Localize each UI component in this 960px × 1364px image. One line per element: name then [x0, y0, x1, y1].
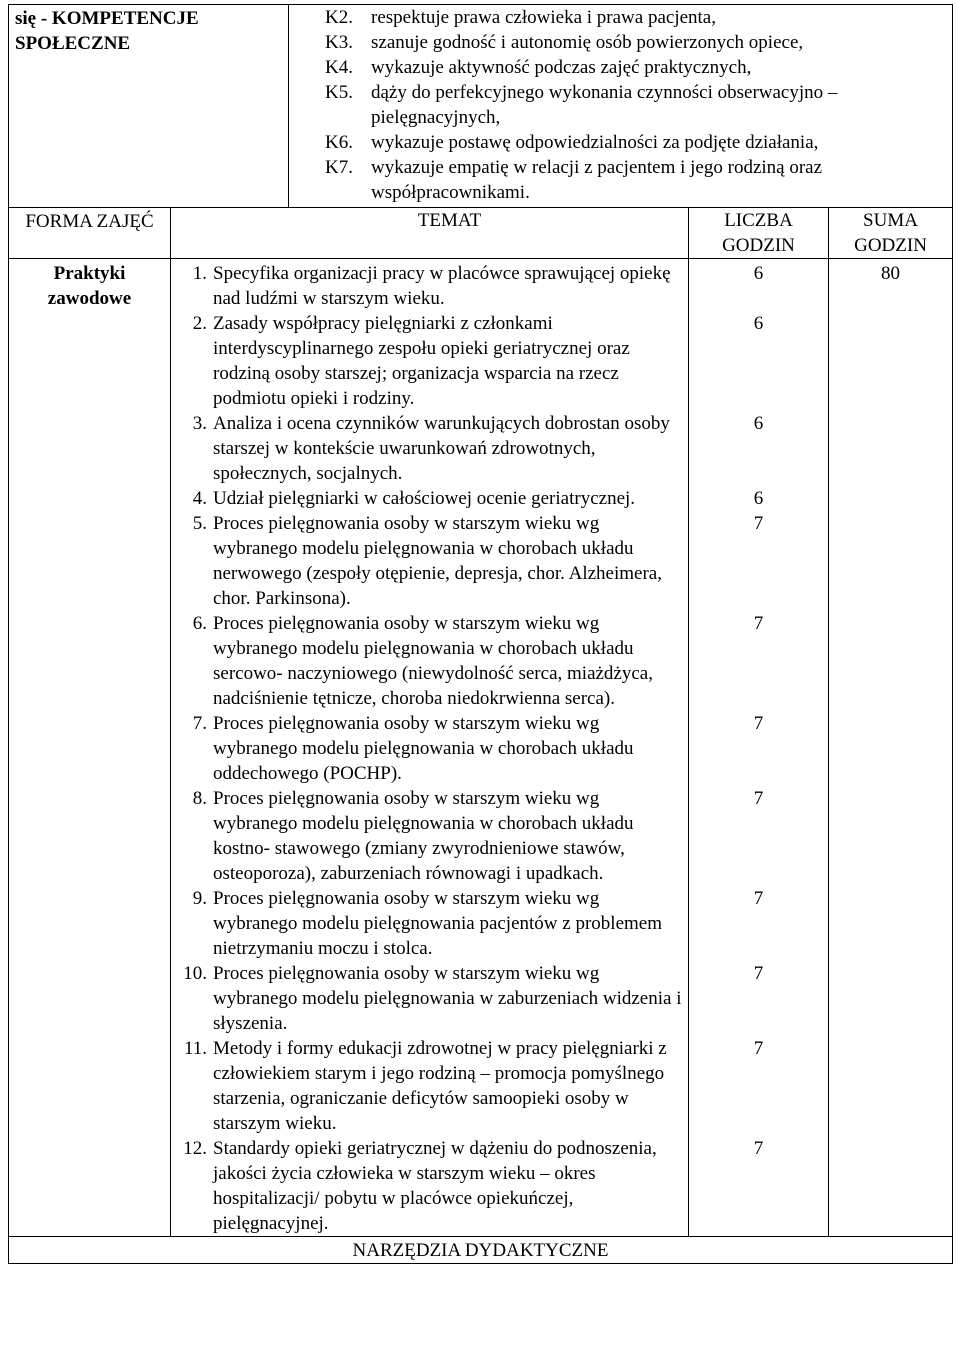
topic-item [171, 611, 688, 711]
topic-item [171, 261, 688, 311]
topic-item [171, 786, 688, 886]
hours-list [689, 259, 828, 1236]
topic-hours: 7 [753, 513, 764, 534]
topic-number: 8. [192, 788, 207, 809]
topics-cell [171, 259, 689, 1237]
topic-item [171, 961, 688, 1036]
form-type-text: Praktyki zawodowe [47, 263, 132, 309]
topic-number: 2. [192, 313, 207, 334]
header-liczba-text: LICZBA GODZIN [722, 210, 795, 256]
syllabus-table [8, 4, 953, 1264]
competency-item [325, 130, 952, 155]
topic-item [171, 886, 688, 961]
competencies-list [289, 5, 952, 207]
competency-code: K3. [325, 32, 353, 53]
topic-hours: 7 [753, 963, 764, 984]
competencies-row [9, 5, 953, 208]
topic-item [171, 711, 688, 786]
topic-number: 10. [183, 963, 207, 984]
topic-item [171, 411, 688, 486]
competency-item [325, 30, 952, 55]
form-type-cell [9, 259, 171, 1237]
topic-number: 6. [192, 613, 207, 634]
header-liczba [689, 208, 829, 259]
topic-hours: 7 [753, 1138, 764, 1159]
topic-text: Proces pielęgnowania osoby w starszym wieku wg wybranego modelu pielęgnowania w chorobach układu nerwowego (zespoły otępienie, depresja, chor. Alzheimera, chor. Parkinsona). [213, 513, 662, 609]
competency-text: dąży do perfekcyjnego wykonania czynności obserwacyjno – pielęgnacyjnych, [371, 82, 838, 128]
topic-hours: 7 [753, 1038, 764, 1059]
competencies-cell [289, 5, 953, 208]
topic-hours: 7 [753, 613, 764, 634]
competency-text: respektuje prawa człowieka i prawa pacjenta, [371, 7, 716, 28]
header-forma [9, 208, 171, 259]
competency-text: wykazuje postawę odpowiedzialności za podjęte działania, [371, 132, 819, 153]
total-hours-value: 80 [881, 263, 900, 284]
competency-text: szanuje godność i autonomię osób powierzonych opiece, [371, 32, 804, 53]
topic-text: Standardy opieki geriatrycznej w dążeniu do podnoszenia, jakości życia człowieka w starszym wieku – okres hospitalizacji/ pobytu w placówce opiekuńczej, pielęgnacyjnej. [213, 1138, 657, 1234]
topic-hours: 6 [753, 413, 764, 434]
topic-hours: 6 [753, 488, 764, 509]
topic-number: 9. [192, 888, 207, 909]
header-row [9, 208, 953, 259]
topic-hours: 6 [753, 263, 764, 284]
topic-hours: 7 [753, 788, 764, 809]
topic-text: Proces pielęgnowania osoby w starszym wieku wg wybranego modelu pielęgnowania w chorobach układu sercowo- naczyniowego (niewydolność serca, miażdżyca, nadciśnienie tętnicze, choroba niedokrwienna serca). [213, 613, 653, 709]
competency-item [325, 5, 952, 30]
topic-number: 12. [183, 1138, 207, 1159]
topic-hours: 7 [753, 888, 764, 909]
footer-label: NARZĘDZIA DYDAKTYCZNE [352, 1240, 609, 1261]
topic-text: Proces pielęgnowania osoby w starszym wieku wg wybranego modelu pielęgnowania pacjentów z problemem nietrzymaniu moczu i stolca. [213, 888, 662, 959]
topic-number: 7. [192, 713, 207, 734]
topic-item [171, 1136, 688, 1236]
competency-text: wykazuje aktywność podczas zajęć praktycznych, [371, 57, 752, 78]
topic-hours: 7 [753, 713, 764, 734]
competency-code: K7. [325, 157, 353, 178]
topic-item [171, 486, 688, 511]
topic-number: 5. [192, 513, 207, 534]
hours-cell [689, 259, 829, 1237]
topics-row [9, 259, 953, 1237]
footer-cell [9, 1237, 953, 1264]
topic-text: Specyfika organizacji pracy w placówce sprawującej opiekę nad ludźmi w starszym wieku. [213, 263, 671, 309]
topic-hours: 6 [753, 313, 764, 334]
topic-text: Metody i formy edukacji zdrowotnej w pracy pielęgniarki z człowiekiem starym i jego rodziną – promocja pomyślnego starzenia, ograniczanie deficytów samoopieki osoby w starszym wieku. [213, 1038, 667, 1134]
topic-item [171, 1036, 688, 1136]
topic-item [171, 311, 688, 411]
topic-text: Proces pielęgnowania osoby w starszym wieku wg wybranego modelu pielęgnowania w chorobach układu oddechowego (POCHP). [213, 713, 634, 784]
competency-item [325, 80, 952, 130]
competencies-label-text: się - KOMPETENCJE SPOŁECZNE [15, 8, 199, 54]
topic-number: 3. [192, 413, 207, 434]
topic-text: Udział pielęgniarki w całościowej ocenie geriatrycznej. [213, 488, 636, 509]
competencies-label [9, 5, 289, 208]
topics-list [171, 259, 688, 1236]
competency-code: K6. [325, 132, 353, 153]
footer-row [9, 1237, 953, 1264]
topic-text: Analiza i ocena czynników warunkujących dobrostan osoby starszej w kontekście uwarunkowań zdrowotnych, społecznych, socjalnych. [213, 413, 670, 484]
competency-item [325, 55, 952, 80]
competency-code: K5. [325, 82, 353, 103]
competency-code: K2. [325, 7, 353, 28]
topic-number: 11. [183, 1038, 207, 1059]
topic-number: 4. [192, 488, 207, 509]
topic-number: 1. [192, 263, 207, 284]
topic-text: Proces pielęgnowania osoby w starszym wieku wg wybranego modelu pielęgnowania w chorobach układu kostno- stawowego (zmiany zwyrodnieniowe stawów, osteoporoza), zaburzeniach równowagi i upadkach. [213, 788, 634, 884]
topic-text: Proces pielęgnowania osoby w starszym wieku wg wybranego modelu pielęgnowania w zaburzeniach widzenia i słyszenia. [213, 963, 682, 1034]
topic-text: Zasady współpracy pielęgniarki z członkami interdyscyplinarnego zespołu opieki geriatrycznej oraz rodziną osoby starszej; organizacja wsparcia na rzecz podmiotu opieki i rodziny. [213, 313, 630, 409]
header-suma-text: SUMA GODZIN [854, 210, 927, 256]
header-forma-text: FORMA ZAJĘĆ [25, 211, 154, 232]
competency-item [325, 155, 952, 205]
total-hours-cell [829, 259, 953, 1237]
competency-text: wykazuje empatię w relacji z pacjentem i jego rodziną oraz współpracownikami. [371, 157, 823, 203]
header-suma [829, 208, 953, 259]
document-page [8, 4, 952, 1264]
header-temat-text: TEMAT [417, 210, 482, 231]
competency-code: K4. [325, 57, 353, 78]
header-temat [171, 208, 689, 259]
topic-item [171, 511, 688, 611]
